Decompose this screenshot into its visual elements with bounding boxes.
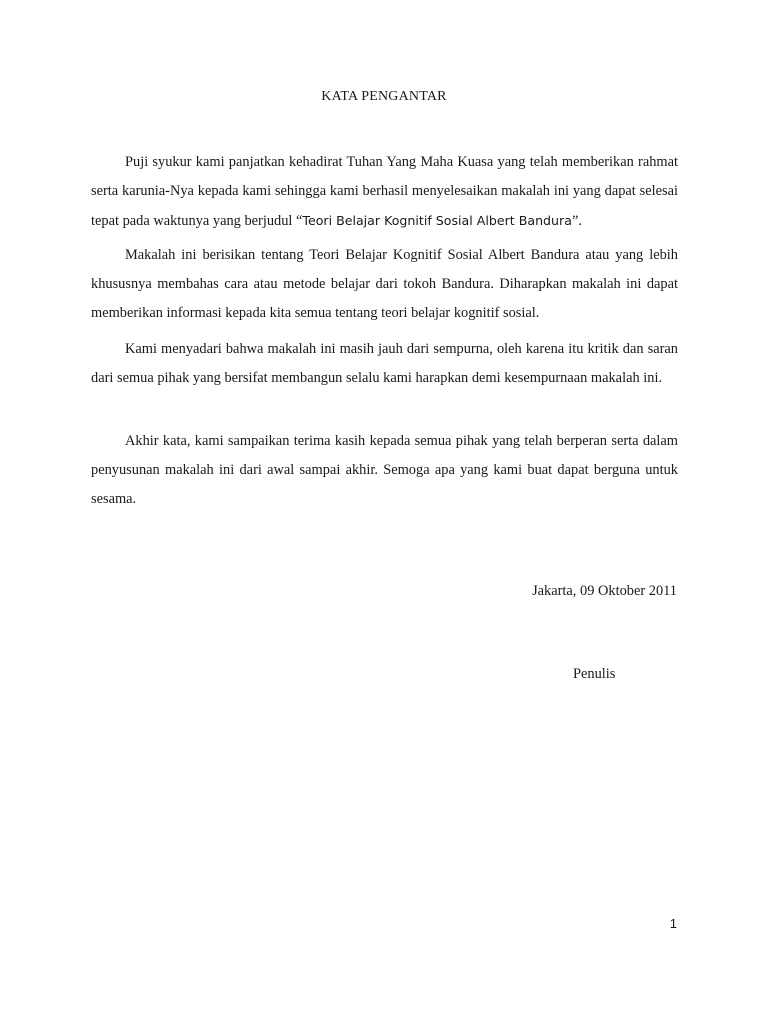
place-date: Jakarta, 09 Oktober 2011 (532, 583, 677, 599)
paragraph-3: Kami menyadari bahwa makalah ini masih jauh dari sempurna, oleh karena itu kritik dan saran dari semua pihak yang bersifat membangun selalu kami harapkan demi kesempurnaan makalah ini. (91, 341, 678, 386)
signer: Penulis (573, 666, 616, 682)
paragraph-1 (91, 148, 678, 236)
paper-title-quote: Teori Belajar Kognitif Sosial Albert Bandura (302, 213, 572, 228)
paragraph-1-text: Puji syukur kami panjatkan kehadirat Tuhan Yang Maha Kuasa yang telah memberikan rahmat serta karunia-Nya kepada kami sehingga kami berhasil menyelesaikan makalah ini yang dapat selesai tepat pada waktunya yang berjudul “ (91, 154, 678, 229)
paragraph-2: Makalah ini berisikan tentang Teori Belajar Kognitif Sosial Albert Bandura atau yang lebih khususnya membahas cara atau metode belajar dari tokoh Bandura. Diharapkan makalah ini dapat memberikan informasi kepada kita semua tentang teori belajar kognitif sosial. (91, 247, 678, 321)
page-title: KATA PENGANTAR (321, 89, 447, 104)
paragraph-4: Akhir kata, kami sampaikan terima kasih kepada semua pihak yang telah berperan serta dalam penyusunan makalah ini dari awal sampai akhir. Semoga apa yang kami buat dapat berguna untuk sesama. (91, 433, 678, 507)
page-number: 1 (669, 916, 677, 931)
paragraph-1-end: ”. (571, 213, 582, 229)
